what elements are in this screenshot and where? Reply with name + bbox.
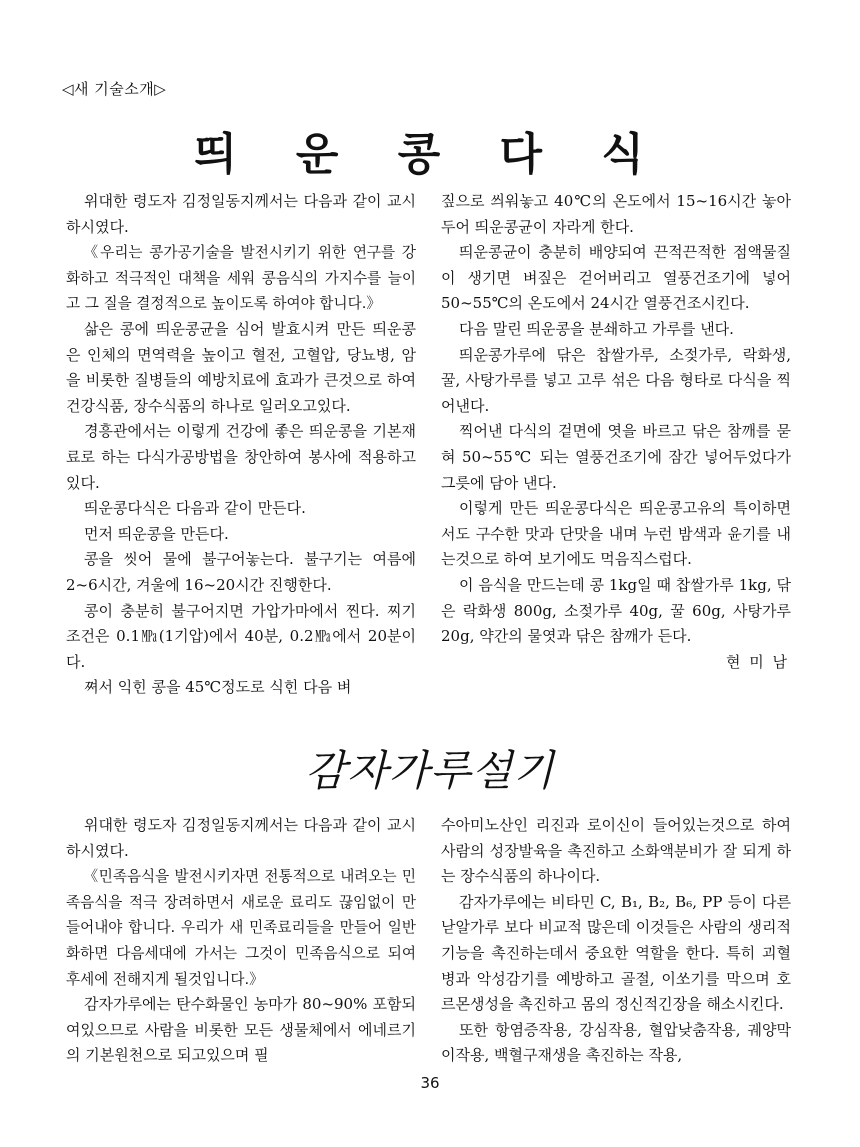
paragraph: 다음 말린 띄운콩을 분쇄하고 가루를 낸다. bbox=[459, 319, 734, 338]
article1-column-left bbox=[66, 189, 416, 701]
paragraph: 삶은 콩에 띄운콩균을 심어 발효시켜 만든 띄운콩은 인체의 면역력을 높이고 혈전, 고혈압, 당뇨병, 암을 비롯한 질병들의 예방치료에 효과가 큰것으로 하여 건강식품, 장수식품의 하나로 일러오고있다. bbox=[66, 319, 416, 415]
paragraph: 띄운콩다식은 다음과 같이 만든다. bbox=[84, 499, 306, 518]
paragraph: 띄운콩균이 충분히 배양되여 끈적끈적한 점액물질이 생기면 벼짚은 걷어버리고 열풍건조기에 넣어 50~55℃의 온도에서 24시간 열풍건조시킨다. bbox=[441, 243, 791, 313]
article2-column-left bbox=[66, 813, 416, 1069]
paragraph: 먼저 띄운콩을 만든다. bbox=[84, 524, 229, 543]
paragraph: 감자가루에는 비타민 C, B₁, B₂, B₆, PP 등이 다른 낟알가루 보다 비교적 많은데 이것들은 사람의 생리적기능을 촉진하는데서 중요한 역할을 한다. 특히 괴혈병과 악성감기를 예방하고 골절, 이쏘기를 막으며 호르몬생성을 촉진하고 몸의 정신적긴장을 해소시킨다. bbox=[441, 892, 791, 1014]
quotation: 《우리는 콩가공기술을 발전시키기 위한 연구를 강화하고 적극적인 대책을 세워 콩음식의 가지수를 늘이고 그 질을 결정적으로 높이도록 하여야 합니다.》 bbox=[66, 244, 416, 313]
paragraph: 콩을 씻어 물에 불구어놓는다. 불구기는 여름에 2~6시간, 겨울에 16~20시간 진행한다. bbox=[66, 550, 416, 594]
paragraph: 위대한 령도자 김정일동지께서는 다음과 같이 교시하시였다. bbox=[66, 816, 416, 860]
page-number: 36 bbox=[420, 1074, 440, 1092]
quotation: 《민족음식을 발전시키자면 전통적으로 내려오는 민족음식을 적극 장려하면서 새로운 료리도 끊임없이 만들어내야 합니다. 우리가 새 민족료리들을 만들어 일반화하면 다음세대에 가서는 그것이 민족음식으로 되여 후세에 전해지게 될것입니다.》 bbox=[66, 868, 416, 988]
paragraph: 위대한 령도자 김정일동지께서는 다음과 같이 교시하시였다. bbox=[66, 192, 416, 236]
paragraph: 이 음식을 만드는데 콩 1kg일 때 찹쌀가루 1kg, 닦은 락화생 800g, 소젖가루 40g, 꿀 60g, 사탕가루 20g, 약간의 물엿과 닦은 참깨가 든다. bbox=[441, 575, 791, 646]
section-label: ◁새 기술소개▷ bbox=[62, 80, 167, 98]
paragraph: 감자가루에는 탄수화물인 농마가 80~90% 포함되여있으므로 사람을 비롯한 모든 생물체에서 에네르기의 기본원천으로 되고있으며 필 bbox=[66, 995, 416, 1065]
article2-column-right bbox=[441, 813, 791, 1069]
paragraph: 수아미노산인 리진과 로이신이 들어있는것으로 하여 사람의 성장발육을 촉진하고 소화액분비가 잘 되게 하는 장수식품의 하나이다. bbox=[441, 816, 791, 886]
paragraph: 쪄서 익힌 콩을 45℃정도로 식힌 다음 벼 bbox=[84, 678, 352, 697]
article1-column-right bbox=[441, 189, 791, 675]
paragraph: 짚으로 씌워놓고 40℃의 온도에서 15~16시간 놓아두어 띄운콩균이 자라게 한다. bbox=[441, 192, 791, 236]
paragraph: 찍어낸 다식의 겉면에 엿을 바르고 닦은 참깨를 묻혀 50~55℃ 되는 열풍건조기에 잠간 넣어두었다가 그릇에 담아 낸다. bbox=[441, 422, 791, 492]
paragraph: 이렇게 만든 띄운콩다식은 띄운콩고유의 특이하면서도 구수한 맛과 단맛을 내며 누런 밤색과 윤기를 내는것으로 하여 보기에도 먹음직스럽다. bbox=[441, 499, 791, 569]
paragraph: 띄운콩가루에 닦은 찹쌀가루, 소젖가루, 락화생, 꿀, 사탕가루를 넣고 고루 섞은 다음 형타로 다식을 찍어낸다. bbox=[441, 345, 791, 415]
paragraph: 경흥관에서는 이렇게 건강에 좋은 띄운콩을 기본재료로 하는 다식가공방법을 창안하여 봉사에 적용하고있다. bbox=[66, 422, 416, 492]
article2-title: 감자가루설기 bbox=[305, 746, 555, 795]
paragraph: 또한 항염증작용, 강심작용, 혈압낮춤작용, 궤양막이작용, 백혈구재생을 촉진하는 작용, bbox=[441, 1020, 791, 1065]
author-name: 현 미 남 bbox=[725, 652, 789, 671]
paragraph: 콩이 충분히 불구어지면 가압가마에서 찐다. 찌기조건은 0.1㎫(1기압)에서 40분, 0.2㎫에서 20분이다. bbox=[66, 601, 416, 671]
article1-title: 띄 운 콩 다 식 bbox=[194, 129, 666, 180]
